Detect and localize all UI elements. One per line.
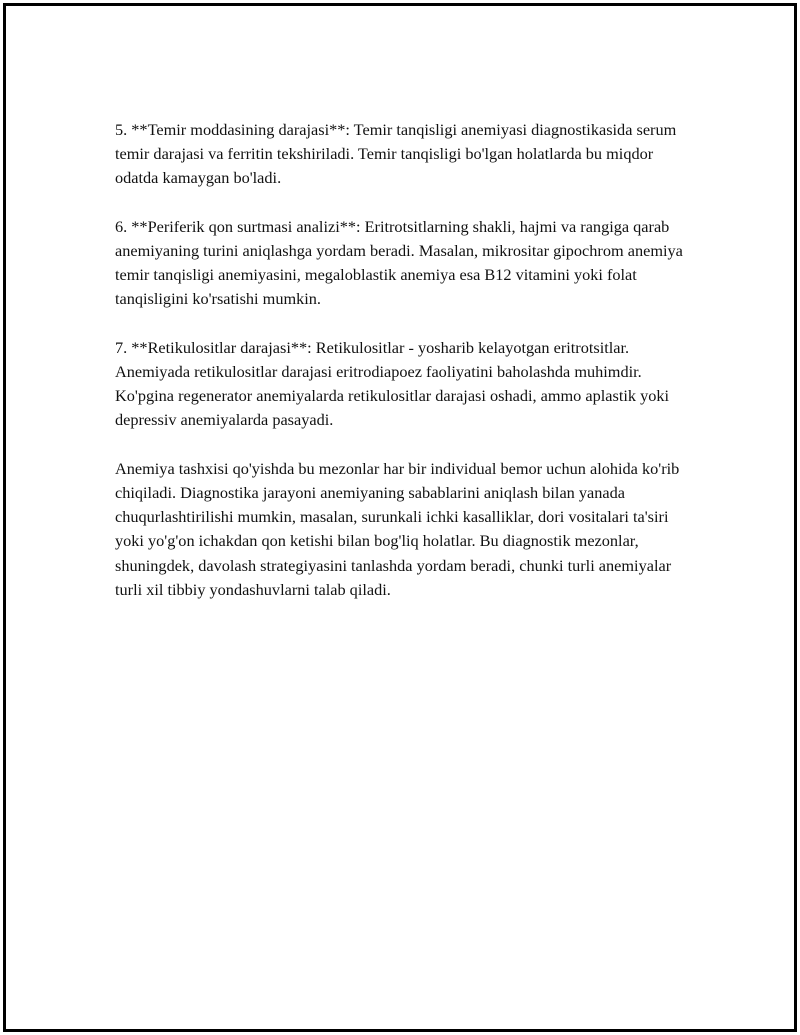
paragraph-peripheral-smear: 6. **Periferik qon surtmasi analizi**: Eritrotsitlarning shakli, hajmi va rangiga qarab anemiyaning turini aniqlashga yordam beradi. Masalan, mikrositar gipochrom anemiya temir tanqisligi anemiyasini, megaloblastik anemiya esa B12 vitamini yoki folat tanqisligini ko'rsatishi mumkin. — [115, 216, 683, 309]
paragraph-iron-level: 5. **Temir moddasining darajasi**: Temir tanqisligi anemiyasi diagnostikasida serum temir darajasi va ferritin tekshiriladi. Temir tanqisligi bo'lgan holatlarda bu miqdor odatda kamaygan bo'ladi. — [115, 120, 677, 188]
paragraph-conclusion: Anemiya tashxisi qo'yishda bu mezonlar har bir individual bemor uchun alohida ko'rib chiqiladi. Diagnostika jarayoni anemiyaning sabablarini aniqlash bilan yanada chuqurlashtirilishi mumkin, masalan, surunkali ichki kasalliklar, dori vositalari ta'siri yoki yo'g'on ichakdan qon ketishi bilan bog'liq holatlar. Bu diagnostik mezonlar, shuningdek, davolash strategiyasini tanlashda yordam beradi, chunki turli anemiyalar turli xil tibbiy yondashuvlarni talab qiladi. — [115, 458, 680, 599]
paragraph-reticulocytes: 7. **Retikulositlar darajasi**: Retikulositlar - yosharib kelayotgan eritrotsitlar. Anemiyada retikulositlar darajasi eritrodiapoez faoliyatini baholashda muhimdir. Ko'pgina regenerator anemiyalarda retikulositlar darajasi oshadi, ammo aplastik yoki depressiv anemiyalarda pasayadi. — [115, 337, 670, 430]
document-body — [115, 118, 695, 626]
